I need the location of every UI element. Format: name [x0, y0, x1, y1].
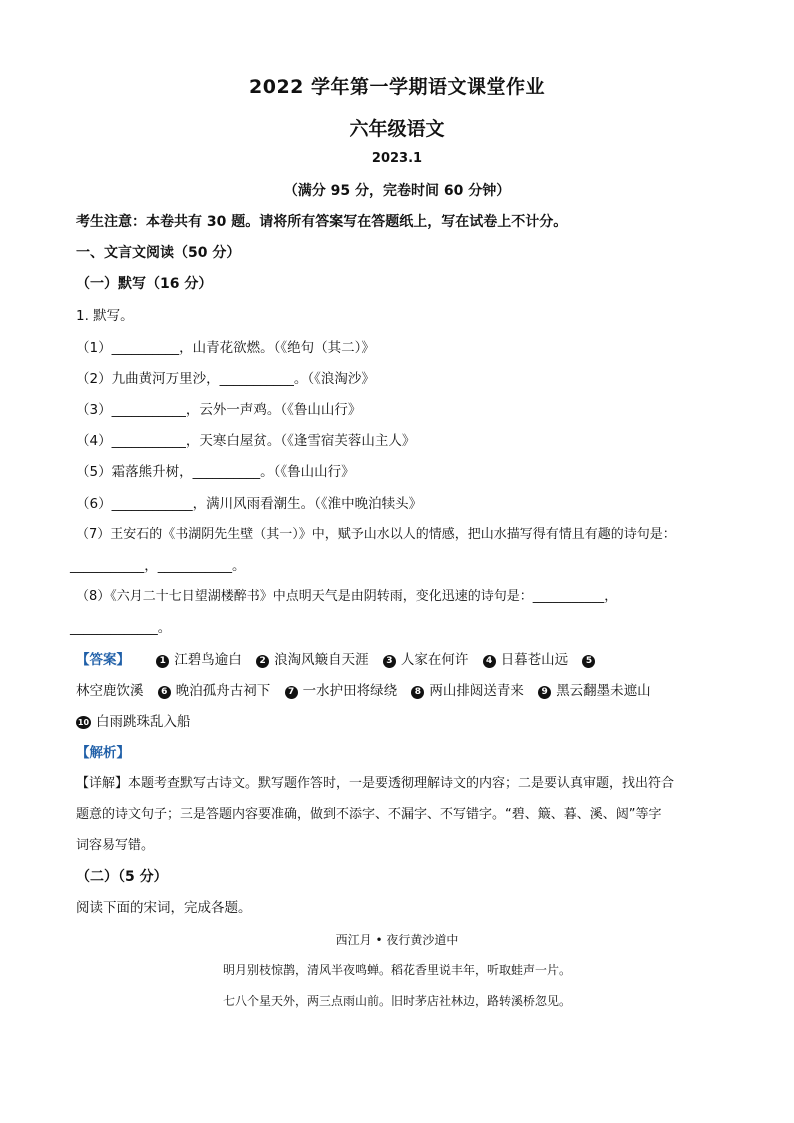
answer-line-1 [76, 650, 610, 670]
answer-item: 7 一水护田将绿绕 [285, 683, 398, 699]
answer-line-2 [76, 681, 661, 701]
answer-label: 【答案】 [76, 652, 130, 668]
analysis-text-line: 词容易写错。 [76, 838, 155, 853]
poem-line: 七八个星天外，两三点雨山前。旧时茅店社林边，路转溪桥忽见。 [222, 994, 571, 1008]
question-1-item-continued: _____________。 [70, 620, 172, 636]
poem-line: 明月别枝惊鹊，清风半夜鸣蝉。稻花香里说丰年，听取蛙声一片。 [222, 963, 571, 977]
answer-item: 3 人家在何许 [383, 652, 469, 668]
exam-date: 2023.1 [371, 151, 423, 166]
question-1-item-continued: ___________，___________。 [70, 558, 246, 574]
answer-line-3 [76, 712, 201, 732]
number-circle-icon: 8 [411, 686, 424, 699]
answer-item: 8 两山排闼送青来 [411, 683, 524, 699]
answer-item: 1 江碧鸟逾白 [156, 652, 242, 668]
number-circle-icon: 7 [285, 686, 298, 699]
question-1-item: （3）___________，云外一声鸡。（《鲁山山行》 [76, 402, 362, 418]
answer-item: 2 浪淘风簸自天涯 [256, 652, 369, 668]
page-title: 2022 学年第一学期语文课堂作业 [249, 76, 545, 98]
number-circle-icon: 2 [256, 655, 269, 668]
question-1-item: （8）《六月二十七日望湖楼醉书》中点明天气是由阴转雨，变化迅速的诗句是：___________， [76, 589, 618, 604]
question-1-stem: 1. 默写。 [76, 308, 134, 324]
answer-item: 10 白雨跳珠乱入船 [77, 714, 191, 730]
number-circle-icon: 9 [538, 686, 551, 699]
number-circle-icon: 1 [156, 655, 169, 668]
answer-item-continued: 林空鹿饮溪 [76, 683, 144, 699]
part-2-title: （二）（5 分） [76, 869, 168, 885]
part-1-title: （一）默写（16 分） [76, 276, 213, 292]
part-2-intro: 阅读下面的宋词，完成各题。 [76, 900, 252, 916]
question-1-item: （7）王安石的《书湖阴先生壁（其一）》中，赋予山水以人的情感，把山水描写得有情且有趣的诗句是： [76, 527, 676, 542]
analysis-text-line: 【详解】本题考查默写古诗文。默写题作答时，一是要透彻理解诗文的内容；二是要认真审题，找出符合 [76, 776, 675, 791]
answer-item [582, 652, 600, 668]
analysis-text-line: 题意的诗文句子；三是答题内容要准确，做到不添字、不漏字、不写错字。“碧、簸、暮、溪、闼”等字 [76, 807, 662, 822]
number-circle-icon: 3 [383, 655, 396, 668]
answer-item: 4 日暮苍山远 [483, 652, 569, 668]
number-circle-icon: 10 [77, 718, 90, 727]
exam-notice: 考生注意：本卷共有 30 题。请将所有答案写在答题纸上，写在试卷上不计分。 [76, 214, 568, 230]
question-1-item: （5）霜落熊升树，__________。（《鲁山山行》 [76, 464, 355, 480]
question-1-item: （2）九曲黄河万里沙，___________。（《浪淘沙》 [76, 371, 375, 387]
question-1-item: （1）__________，山青花欲燃。（《绝句（其二）》 [76, 340, 375, 356]
question-1-item: （4）___________，天寒白屋贫。（《逢雪宿芙蓉山主人》 [76, 433, 416, 449]
number-circle-icon: 6 [158, 686, 171, 699]
page-subtitle: 六年级语文 [349, 118, 445, 140]
analysis-label: 【解析】 [76, 745, 130, 761]
answer-item: 6 晚泊孤舟古祠下 [158, 683, 271, 699]
exam-score-time-note: （满分 95 分，完卷时间 60 分钟） [283, 183, 511, 199]
section-1-title: 一、文言文阅读（50 分） [76, 245, 241, 261]
number-circle-icon: 4 [483, 655, 496, 668]
number-circle-icon: 5 [582, 655, 595, 668]
poem-title: 西江月 • 夜行黄沙道中 [335, 933, 459, 947]
question-1-item: （6）____________，满川风雨看潮生。（《淮中晚泊犊头》 [76, 496, 423, 512]
answer-item: 9 黑云翻墨未遮山 [538, 683, 651, 699]
